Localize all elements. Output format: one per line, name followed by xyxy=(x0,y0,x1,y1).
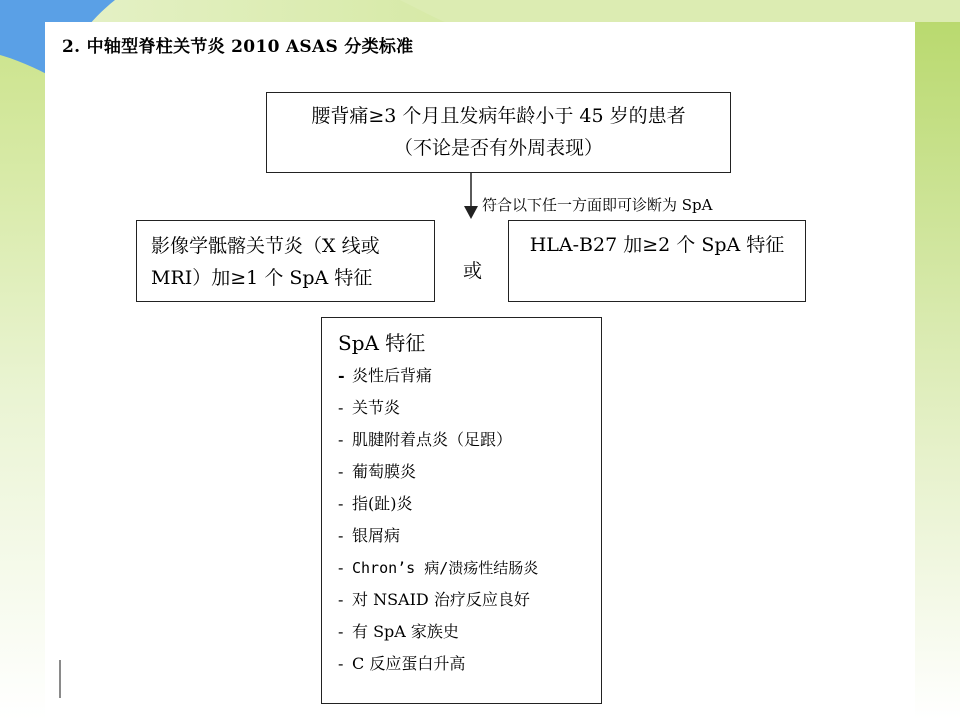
slide-title: 2. 中轴型脊柱关节炎 2010 ASAS 分类标准 xyxy=(62,37,414,57)
feature-item: - 对 NSAID 治疗反应良好 xyxy=(338,590,530,609)
spa-features-list xyxy=(338,360,601,680)
clinical-arm-line1: HLA-B27 加≥2 个 SpA 特征 xyxy=(529,234,785,256)
feature-item: - 肌腱附着点炎（足跟） xyxy=(338,430,513,449)
entry-criteria-box xyxy=(266,92,731,173)
feature-item: - 指(趾)炎 xyxy=(338,494,413,513)
feature-text: 指(趾)炎 xyxy=(352,494,413,513)
decorative-divider xyxy=(59,660,61,698)
imaging-arm-box xyxy=(136,220,435,302)
feature-item: - 关节炎 xyxy=(338,398,401,417)
feature-text: 肌腱附着点炎（足跟） xyxy=(352,430,513,449)
entry-criteria-line1: 腰背痛≥3 个月且发病年龄小于 45 岁的患者 xyxy=(311,105,686,127)
feature-item: - 有 SpA 家族史 xyxy=(338,622,459,641)
or-label: 或 xyxy=(463,260,483,282)
clinical-arm-box xyxy=(508,220,806,302)
feature-text: 炎性后背痛 xyxy=(352,366,433,385)
feature-text: 银屑病 xyxy=(352,526,401,545)
feature-text: 有 SpA 家族史 xyxy=(352,622,459,641)
feature-text: 关节炎 xyxy=(352,398,401,417)
spa-features-title: SpA 特征 xyxy=(338,331,426,355)
entry-criteria-line2: （不论是否有外周表现） xyxy=(393,137,603,159)
feature-text: 对 NSAID 治疗反应良好 xyxy=(352,590,530,609)
spa-features-box xyxy=(321,317,602,704)
arrow-head xyxy=(464,206,478,219)
imaging-arm-line2: MRI）加≥1 个 SpA 特征 xyxy=(151,267,373,289)
feature-item: - Chron’s 病/溃疡性结肠炎 xyxy=(338,558,539,577)
feature-item: - 炎性后背痛 xyxy=(338,366,433,385)
feature-text: 葡萄膜炎 xyxy=(352,462,417,481)
imaging-arm-line1: 影像学骶髂关节炎（X 线或 xyxy=(151,235,380,257)
feature-item: - 银屑病 xyxy=(338,526,401,545)
arrow-label: 符合以下任一方面即可诊断为 SpA xyxy=(482,196,713,214)
feature-item: - C 反应蛋白升高 xyxy=(338,654,466,673)
feature-text: Chron’s 病/溃疡性结肠炎 xyxy=(352,559,539,577)
feature-text: C 反应蛋白升高 xyxy=(352,654,466,673)
feature-item: - 葡萄膜炎 xyxy=(338,462,417,481)
